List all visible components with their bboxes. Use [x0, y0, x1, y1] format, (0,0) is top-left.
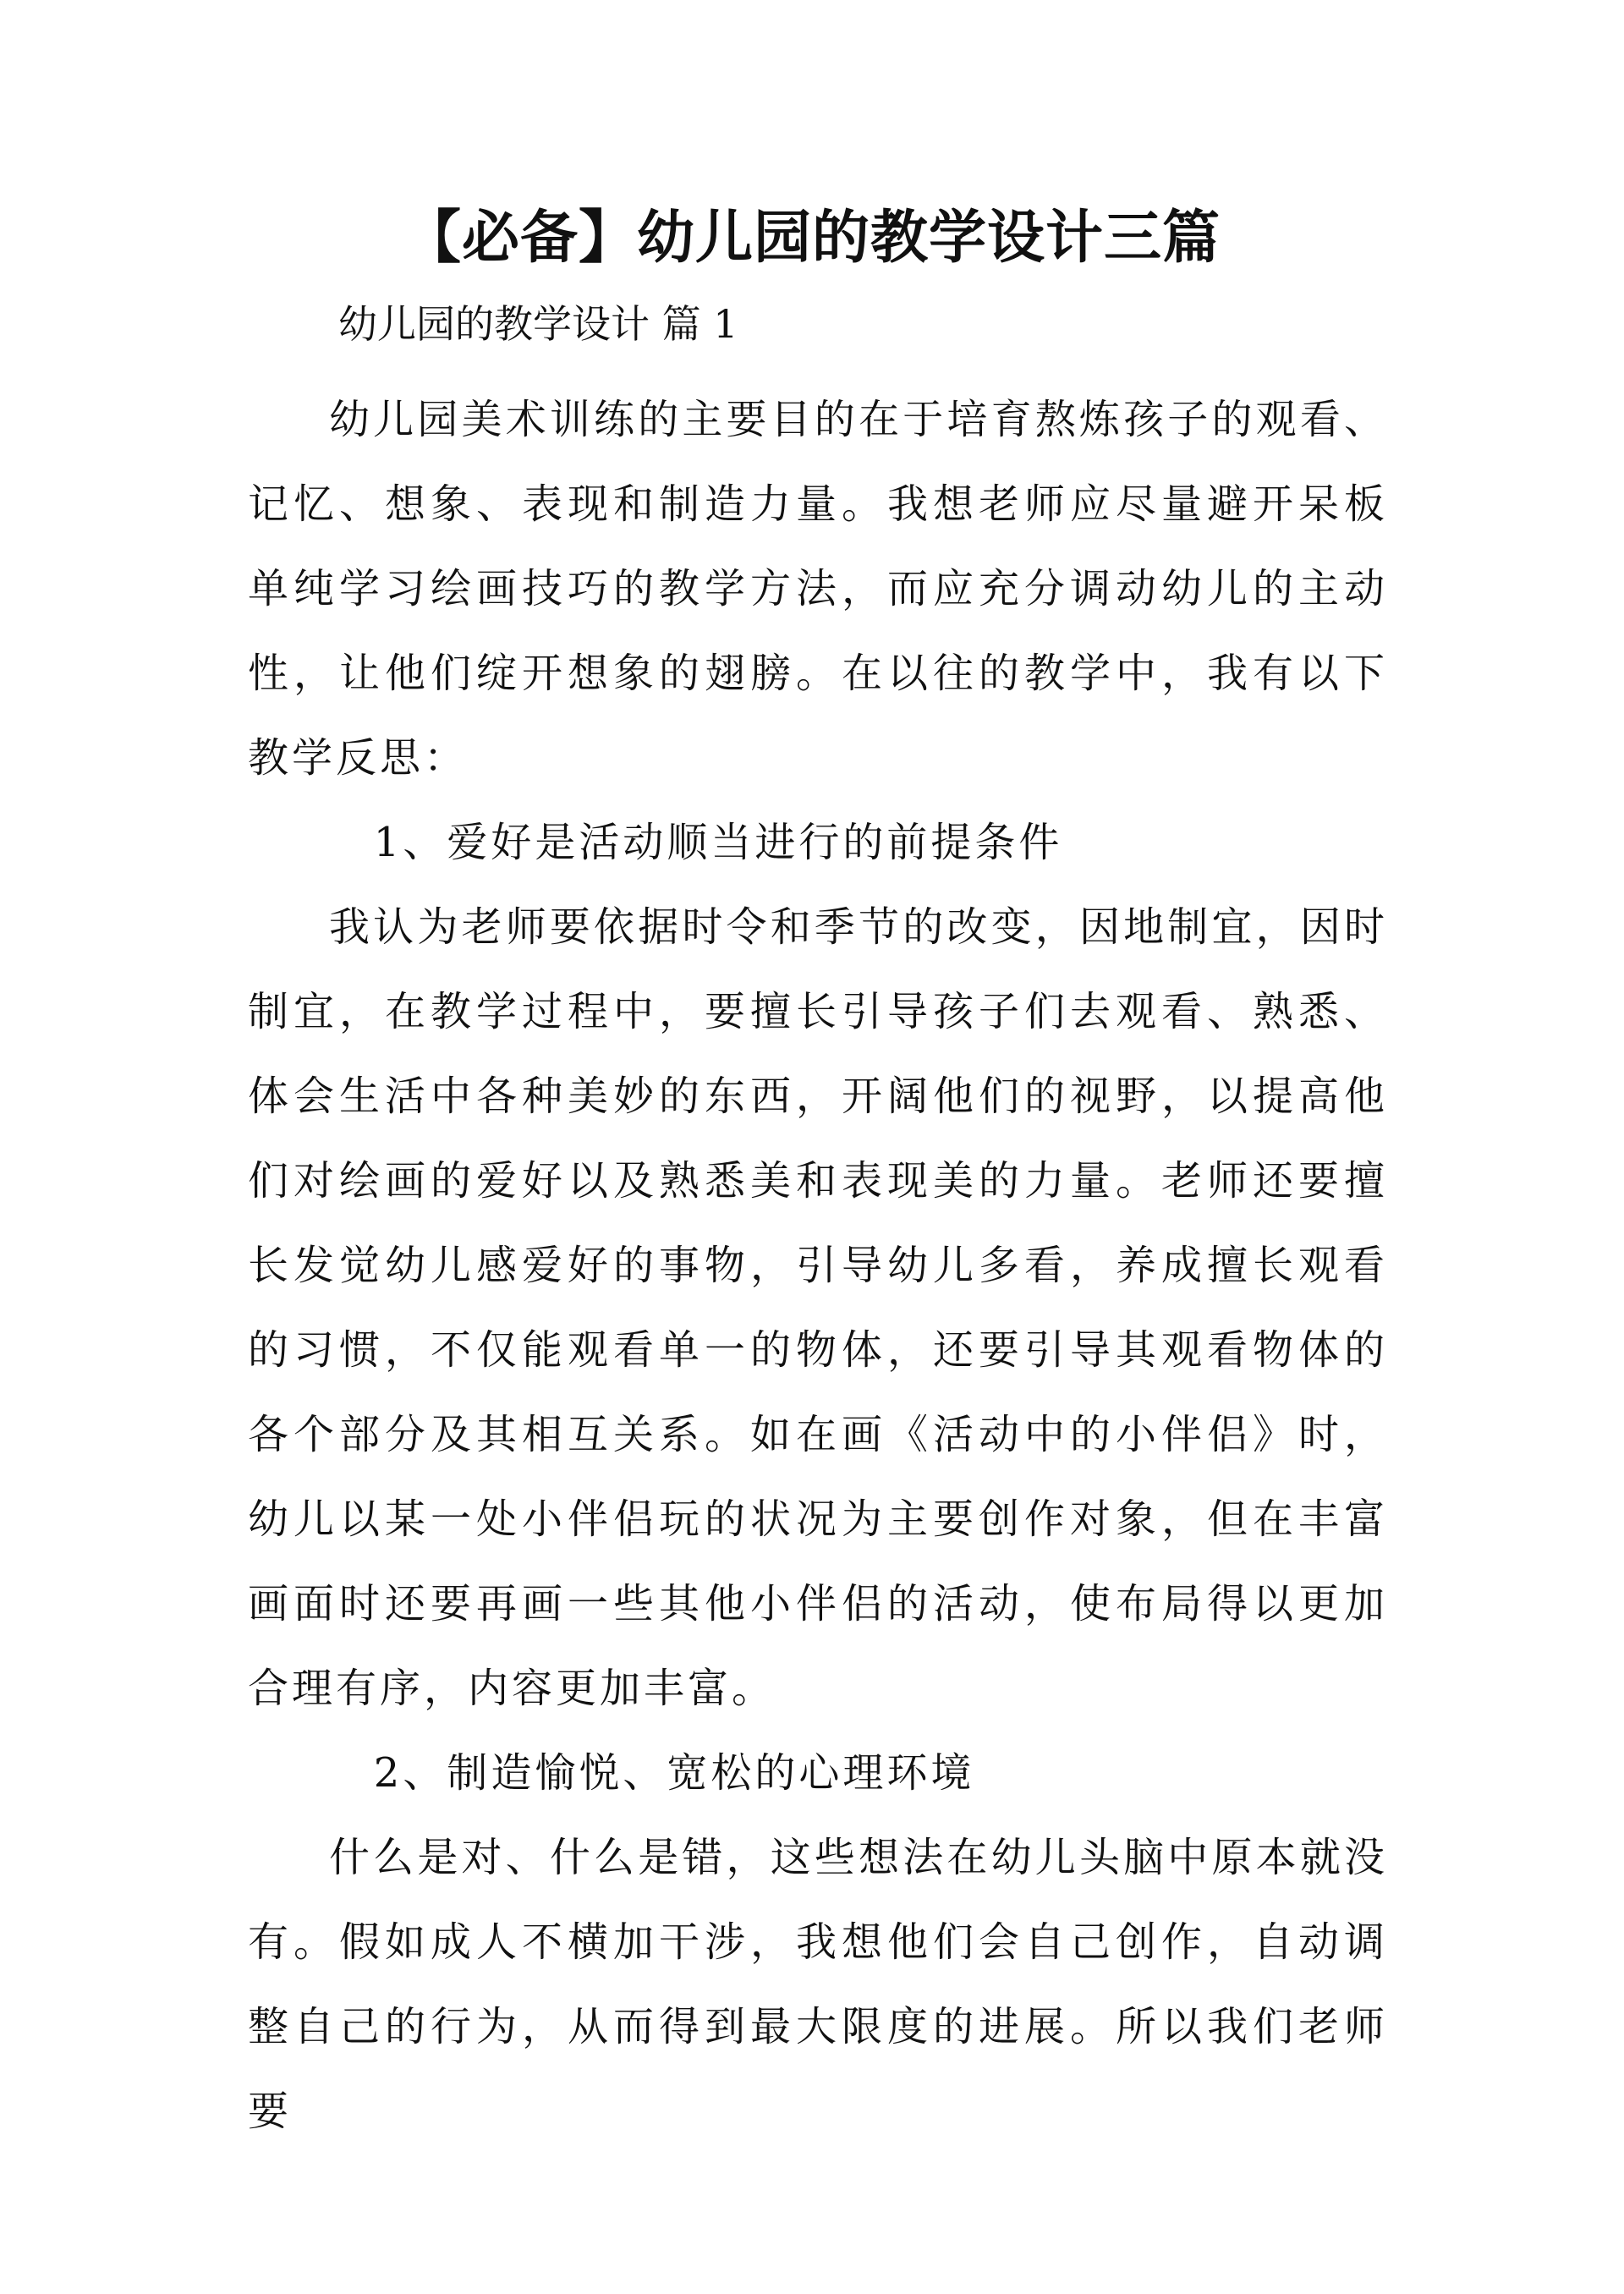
document-title: 【必备】幼儿园的教学设计三篇 [403, 205, 1221, 272]
paragraph-environment: 什么是对、什么是错，这些想法在幼儿头脑中原本就没有。假如成人不横加干涉，我想他们会自己创作，自动调整自己的行为，从而得到最大限度的进展。所以我们老师要 [248, 1834, 1388, 2135]
paragraph-intro: 幼儿园美术训练的主要目的在于培育熬炼孩子的观看、记忆、想象、表现和制造力量。我想老师应尽量避开呆板单纯学习绘画技巧的教学方法，而应充分调动幼儿的主动性，让他们绽开想象的翅膀。在以往的教学中，我有以下教学反思： [248, 396, 1388, 782]
paragraph-heading-2: 2、制造愉悦、宽松的心理环境 [373, 1749, 975, 1797]
section-subtitle: 幼儿园的教学设计 篇 1 [338, 301, 738, 347]
paragraph-heading-1: 1、爱好是活动顺当进行的前提条件 [373, 819, 1063, 866]
document-body [248, 377, 1388, 2154]
paragraph-interest: 我认为老师要依据时令和季节的改变，因地制宜，因时制宜，在教学过程中，要擅长引导孩子们去观看、熟悉、体会生活中各种美妙的东西，开阔他们的视野，以提高他们对绘画的爱好以及熟悉美和表现美的力量。老师还要擅长发觉幼儿感爱好的事物，引导幼儿多看，养成擅长观看的习惯，不仅能观看单一的物体，还要引导其观看物体的各个部分及其相互关系。如在画《活动中的小伴侣》时，幼儿以某一处小伴侣玩的状况为主要创作对象，但在丰富画面时还要再画一些其他小伴侣的活动，使布局得以更加合理有序，内容更加丰富。 [248, 903, 1388, 1712]
